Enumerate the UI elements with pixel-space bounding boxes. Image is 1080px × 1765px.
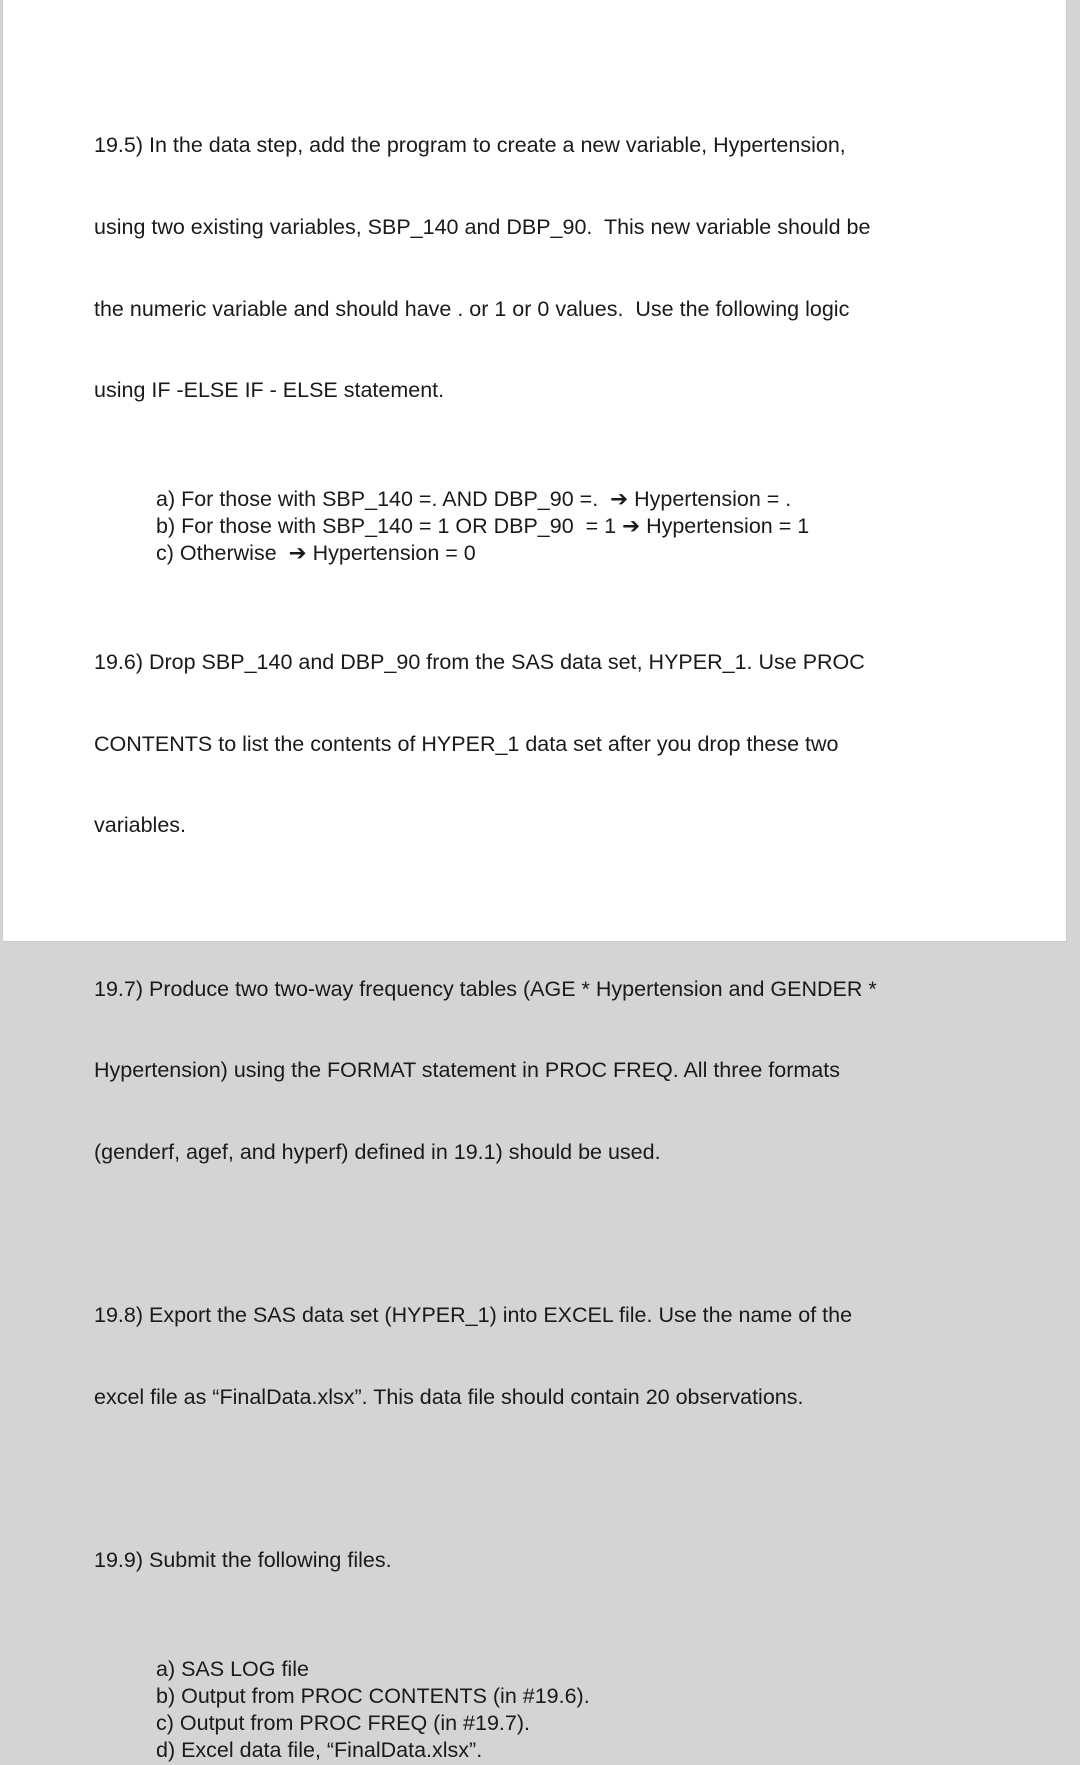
text-line: excel file as “FinalData.xlsx”. This data file should contain 20 observations. xyxy=(94,1384,804,1409)
spacer xyxy=(94,568,994,595)
list-item: a) SAS LOG file xyxy=(156,1656,309,1681)
text-line: 19.9) Submit the following files. xyxy=(94,1547,392,1572)
list-item: c) Output from PROC FREQ (in #19.7). xyxy=(156,1711,530,1736)
spacer xyxy=(94,1465,994,1492)
list-item: c) Otherwise ➔ Hypertension = 0 xyxy=(156,541,476,566)
list-item: b) For those with SBP_140 = 1 OR DBP_90 = 1 ➔ Hypertension = 1 xyxy=(156,514,810,539)
document-content xyxy=(94,78,994,1765)
spacer xyxy=(94,1629,994,1656)
spacer xyxy=(94,459,994,486)
spacer xyxy=(94,894,994,921)
text-line: 19.8) Export the SAS data set (HYPER_1) into EXCEL file. Use the name of the xyxy=(94,1303,853,1328)
text-line: CONTENTS to list the contents of HYPER_1 data set after you drop these two xyxy=(94,731,839,756)
question-19-6 xyxy=(94,595,994,894)
question-19-9-files-list xyxy=(94,1656,994,1765)
question-19-7 xyxy=(94,921,994,1220)
text-line: variables. xyxy=(94,813,187,838)
list-item: d) Excel data file, “FinalData.xlsx”. xyxy=(156,1738,483,1763)
list-item: a) For those with SBP_140 =. AND DBP_90 =. ➔ Hypertension = . xyxy=(156,487,792,512)
document-page xyxy=(3,0,1066,1763)
question-19-5-logic-list xyxy=(94,486,994,568)
question-19-9 xyxy=(94,1492,994,1628)
text-line: using two existing variables, SBP_140 and DBP_90. This new variable should be xyxy=(94,215,871,240)
spacer xyxy=(94,1220,994,1247)
text-line: 19.5) In the data step, add the program to create a new variable, Hypertension, xyxy=(94,133,846,158)
text-line: Hypertension) using the FORMAT statement in PROC FREQ. All three formats xyxy=(94,1058,840,1083)
question-19-5 xyxy=(94,78,994,459)
question-19-8 xyxy=(94,1248,994,1466)
text-line: (genderf, agef, and hyperf) defined in 19.1) should be used. xyxy=(94,1139,661,1164)
text-line: the numeric variable and should have . or 1 or 0 values. Use the following logic xyxy=(94,296,850,321)
text-line: using IF -ELSE IF - ELSE statement. xyxy=(94,378,445,403)
text-line: 19.7) Produce two two-way frequency tables (AGE * Hypertension and GENDER * xyxy=(94,976,877,1001)
list-item: b) Output from PROC CONTENTS (in #19.6). xyxy=(156,1683,590,1708)
text-line: 19.6) Drop SBP_140 and DBP_90 from the SAS data set, HYPER_1. Use PROC xyxy=(94,650,865,675)
